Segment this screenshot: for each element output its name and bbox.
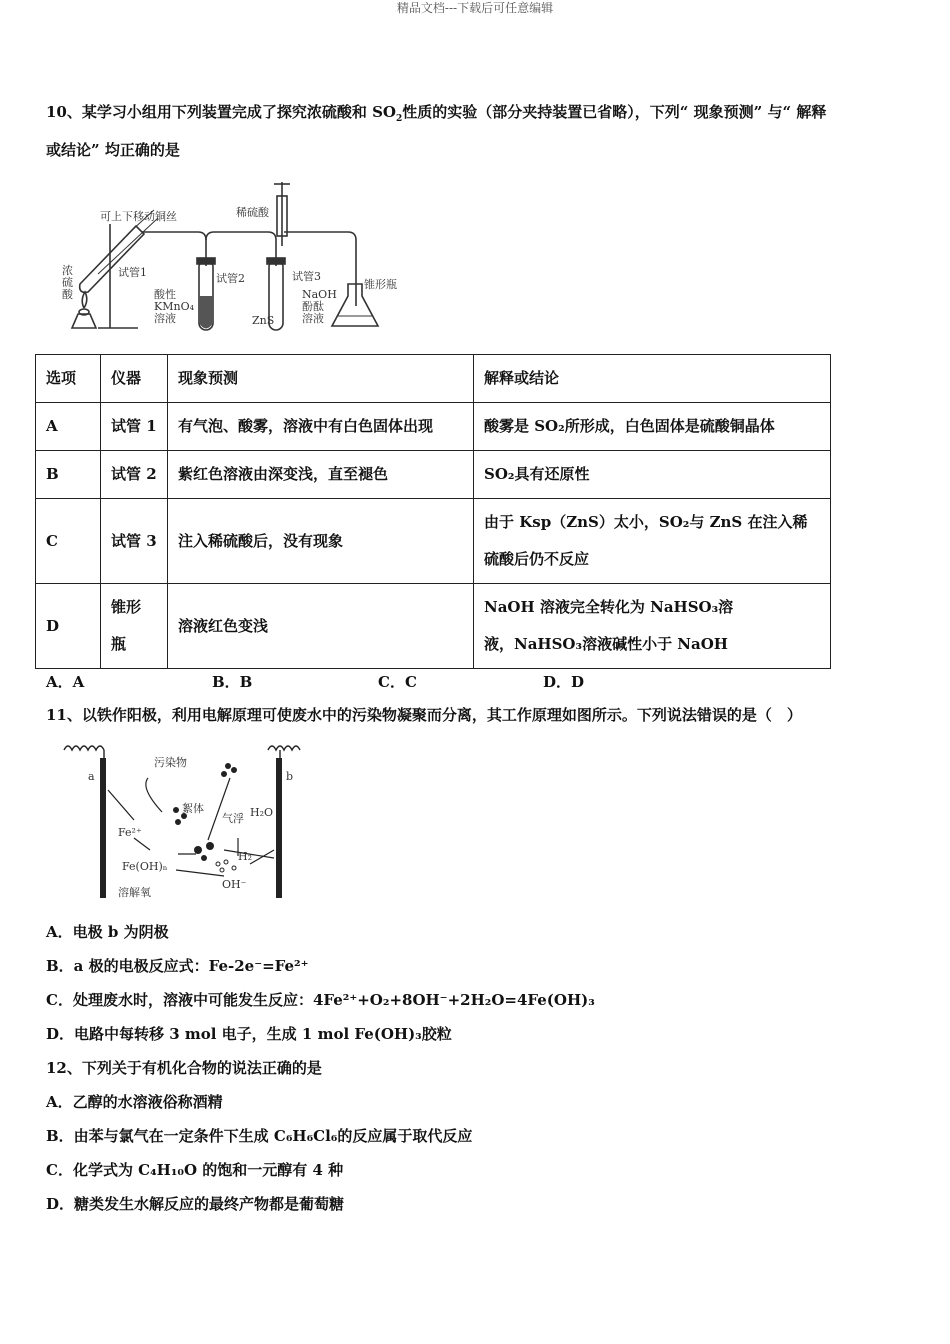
label-naoh-1: NaOH: [302, 288, 337, 301]
q11-option-c: C．处理废水时，溶液中可能发生反应：4Fe²⁺+O₂+8OH⁻+2H₂O=4Fe(OH)₃: [46, 991, 595, 1009]
q11-electrolysis-figure: [58, 738, 303, 903]
label-conc-acid-2: 硫: [62, 276, 73, 289]
q11-stem: 11、以铁作阳极，利用电解原理可使废水中的污染物凝聚而分离，其工作原理如图所示。下列说法错误的是（ ）: [46, 706, 802, 724]
table-cell: B: [36, 451, 101, 499]
q10-stem-line1: 10、某学习小组用下列装置完成了探究浓硫酸和 $SO_2$性质的实验（部分夹持装置已省略），下列“ 现象预测” 与“ 解释: [46, 103, 827, 124]
label-tube1: 试管1: [118, 266, 147, 279]
label-fe2: Fe²⁺: [118, 826, 142, 839]
label-kmno4-2: KMnO₄: [154, 300, 194, 313]
label-kmno4-3: 溶液: [154, 312, 176, 325]
label-floc: 絮体: [182, 802, 204, 815]
table-cell: C: [36, 499, 101, 584]
q10-answer-c: C．C: [378, 673, 417, 691]
q12-stem: 12、下列关于有机化合物的说法正确的是: [46, 1059, 322, 1077]
label-tube3: 试管3: [292, 270, 321, 283]
label-dissolved-oxygen: 溶解氧: [118, 886, 151, 899]
q12-option-b: B．由苯与氯气在一定条件下生成 C₆H₆Cl₆的反应属于取代反应: [46, 1127, 473, 1145]
q12-option-c: C．化学式为 C₄H₁₀O 的饱和一元醇有 4 种: [46, 1161, 344, 1179]
label-copper-wire: 可上下移动铜丝: [100, 210, 177, 223]
table-row: [36, 584, 831, 669]
table-cell: 有气泡、酸雾，溶液中有白色固体出现: [168, 403, 474, 451]
label-conc-acid-1: 浓: [62, 264, 73, 277]
label-zns: ZnS: [252, 314, 275, 327]
table-cell: 由于 Ksp（ZnS）太小，SO₂与 ZnS 在注入稀 硫酸后仍不反应: [474, 499, 831, 584]
table-cell: 酸雾是 SO₂所形成，白色固体是硫酸铜晶体: [474, 403, 831, 451]
label-pollutant: 污染物: [154, 756, 187, 769]
label-electrode-a: a: [88, 770, 95, 783]
q11-option-a: A．电极 b 为阴极: [46, 923, 169, 941]
q10-answer-d: D．D: [543, 673, 585, 691]
table-header-cell: 解释或结论: [474, 355, 831, 403]
q11-option-b: B．a 极的电极反应式：Fe-2e⁻=Fe²⁺: [46, 957, 309, 975]
table-cell: 试管 3: [101, 499, 168, 584]
q10-answer-b: B．B: [212, 673, 253, 691]
table-cell: SO₂具有还原性: [474, 451, 831, 499]
table-cell: 溶液红色变浅: [168, 584, 474, 669]
label-oh: OH⁻: [222, 878, 247, 891]
q10-answer-a: A．A: [46, 673, 85, 691]
q12-option-d: D．糖类发生水解反应的最终产物都是葡萄糖: [46, 1195, 345, 1213]
table-row: [36, 499, 831, 584]
table-header-cell: 选项: [36, 355, 101, 403]
label-h2o: H₂O: [250, 806, 274, 819]
label-feoh: Fe(OH)ₙ: [122, 860, 168, 873]
table-cell: 紫红色溶液由深变浅，直至褪色: [168, 451, 474, 499]
table-cell: 试管 2: [101, 451, 168, 499]
table-header-cell: 现象预测: [168, 355, 474, 403]
table-cell: 试管 1: [101, 403, 168, 451]
q10-options-table: [35, 354, 831, 669]
label-electrode-b: b: [286, 770, 294, 783]
page-header: 精品文档---下载后可任意编辑: [396, 1, 554, 15]
table-cell: 锥形 瓶: [101, 584, 168, 669]
table-header-row: [36, 355, 831, 403]
table-cell: NaOH 溶液完全转化为 NaHSO₃溶 液，NaHSO₃溶液碱性小于 NaOH: [474, 584, 831, 669]
label-dilute-acid: 稀硫酸: [236, 206, 269, 219]
table-row: [36, 451, 831, 499]
label-conc-acid-3: 酸: [62, 288, 73, 301]
q10-apparatus-figure: [58, 176, 418, 338]
q10-stem-line2: 或结论” 均正确的是: [46, 141, 180, 159]
label-naoh-3: 溶液: [302, 312, 324, 325]
table-row: [36, 403, 831, 451]
q12-option-a: A．乙醇的水溶液俗称酒精: [46, 1093, 223, 1111]
label-float: 气浮: [222, 812, 244, 825]
table-header-cell: 仪器: [101, 355, 168, 403]
label-naoh-2: 酚酞: [302, 300, 324, 313]
label-flask: 锥形瓶: [364, 278, 397, 291]
label-h2: H₂: [238, 850, 253, 863]
table-cell: A: [36, 403, 101, 451]
q11-option-d: D．电路中每转移 3 mol 电子，生成 1 mol Fe(OH)₃胶粒: [46, 1025, 452, 1043]
label-kmno4-1: 酸性: [154, 288, 176, 301]
table-cell: 注入稀硫酸后，没有现象: [168, 499, 474, 584]
table-cell: D: [36, 584, 101, 669]
label-tube2: 试管2: [216, 272, 245, 285]
